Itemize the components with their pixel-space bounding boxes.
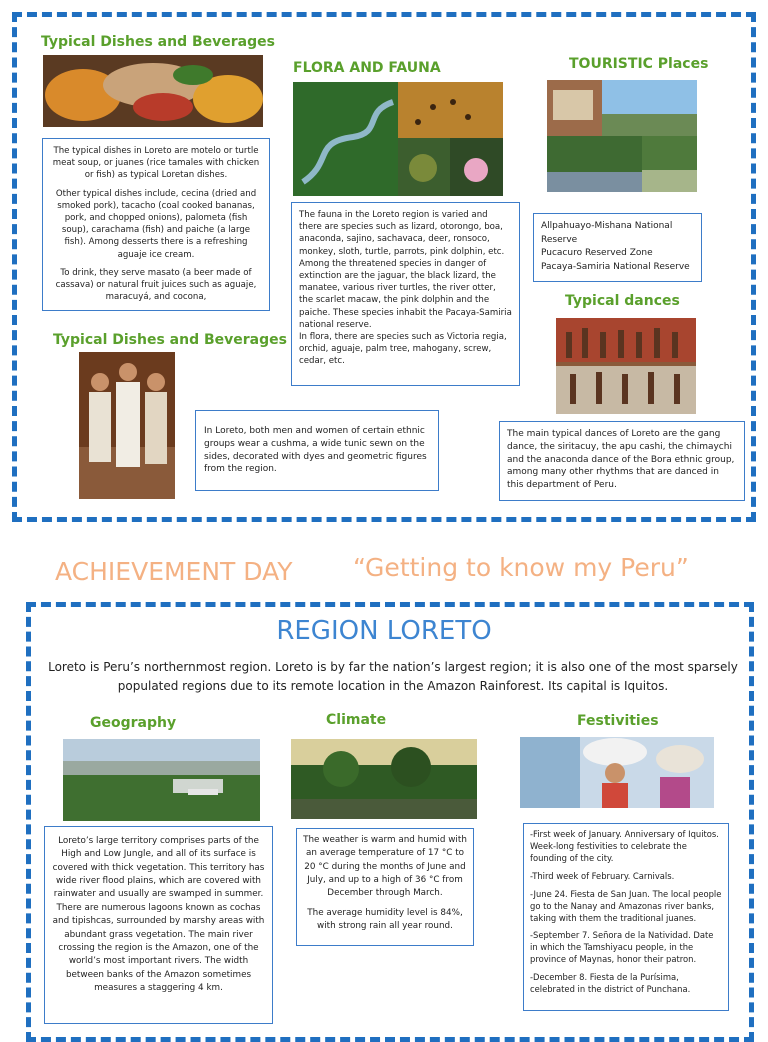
region-title: REGION LORETO [276,616,492,646]
geography-photo [63,739,260,821]
geography-heading: Geography [90,715,177,731]
festivity-item-4: -September 7. Señora de la Natividad. Date in which the Tamshiyacu people, in the province of Maynas, honor their patron. [530,930,714,965]
dishes-paragraph-1: The typical dishes in Loreto are motelo or turtle meat soup, or juanes (rice tamales with chicken or fish) as typical Loretan dishes. [52,146,260,181]
dishes-paragraph-2: Other typical dishes include, cecina (dried and smoked pork), tacacho (coal cooked bananas, pork, and chopped onions), palometa (fish soup), carachama (fish) and paiche (a large fish). Among desserts there is a refreshing aguaje ice cream. [55,188,257,260]
dances-text-box: The main typical dances of Loreto are the gang dance, the siritacuy, the apu cashi, the chimaychi and the anaconda dance of the Bora ethnic group, among many other rhythms that are danced in this department of Peru. [499,421,745,501]
festivity-item-3: -June 24. Fiesta de San Juan. The local people go to the Nanay and Amazonas river banks, taking with them the traditional juanes. [530,888,722,923]
festivity-item-2: -Third week of February. Carnivals. [530,870,675,881]
motto-title: “Getting to know my Peru” [353,553,689,582]
dances-photo [556,318,696,414]
climate-paragraph-2: The average humidity level is 84%, with strong rain all year round. [307,907,463,932]
region-intro: Loreto is Peru’s northernmost region. Loreto is by far the nation’s largest region; it is also one of the most sparsely populated regions due to its remote location in the Amazon Rainforest. Its capital is Iquitos. [48,660,738,694]
flora-heading: FLORA AND FAUNA [293,60,441,76]
clothing-text-box: In Loreto, both men and women of certain ethnic groups wear a cushma, a wide tunic sewn on the sides, decorated with dyes and geometric figures from the region. [195,410,439,491]
touristic-place-3: Pacaya-Samiria National Reserve [541,261,690,272]
festivities-photo [520,737,714,808]
festivities-text-box [523,823,729,1011]
dances-heading: Typical dances [565,293,680,309]
dishes-paragraph-3: To drink, they serve masato (a beer made of cassava) or natural fruit juices such as aguaje, maracuyá, and cocona, [55,267,257,303]
dishes-heading-2: Typical Dishes and Beverages [53,332,287,348]
festivities-heading: Festivities [577,713,659,729]
climate-text-box [296,828,474,946]
flora-fauna-collage [293,82,503,196]
dishes-photo [43,55,263,127]
dishes-text-box [42,138,270,311]
touristic-place-2: Pucacuro Reserved Zone [541,248,653,258]
geography-text-box: Loreto’s large territory comprises parts of the High and Low Jungle, and all of its surface is covered with thick vegetation. This territory has wide river flood plains, which are covered with rainwater and usually are swamped in summer. There are numerous lagoons known as cochas and tipishcas, surrounded by marshy areas with abundant grass vegetation. The main river crossing the region is the Amazon, one of the world’s most important rivers. The width between banks of the Amazon sometimes measures a staggering 4 km. [44,826,273,1024]
flora-text-box [291,202,520,386]
climate-paragraph-1: The weather is warm and humid with an average temperature of 17 °C to 20 °C during the months of June and July, and up to a high of 36 °C from December through March. [303,835,467,899]
climate-heading: Climate [326,712,387,728]
clothing-photo [79,352,175,499]
touristic-list-box [533,213,702,282]
dishes-heading-1: Typical Dishes and Beverages [41,34,275,50]
achievement-day-title: ACHIEVEMENT DAY [55,557,293,586]
climate-photo [291,739,477,819]
touristic-heading: TOURISTIC Places [569,56,709,72]
fauna-paragraph: The fauna in the Loreto region is varied and there are species such as lizard, otorongo, boa, anaconda, sajino, sachavaca, deer, ronsoco, monkey, sloth, turtle, parrots, pink dolphin, etc. Among the threatened species in danger of extinction are the jaguar, the black lizard, the manatee, various river turtles, the river otter, the scarlet macaw, the pink dolphin and the paiche. These species inhabit the Pacaya-Samiria national reserve. [299,210,512,330]
flora-paragraph: In flora, there are species such as Victoria regia, orchid, aguaje, palm tree, mahogany, screw, cedar, etc. [299,332,507,367]
touristic-collage [547,80,697,192]
touristic-place-1: Allpahuayo-Mishana National Reserve [541,221,673,245]
festivity-item-5: -December 8. Fiesta de la Purísima, celebrated in the district of Punchana. [530,972,691,995]
festivity-item-1: -First week of January. Anniversary of Iquitos. Week-long festivities to celebrate the founding of the city. [530,829,719,863]
